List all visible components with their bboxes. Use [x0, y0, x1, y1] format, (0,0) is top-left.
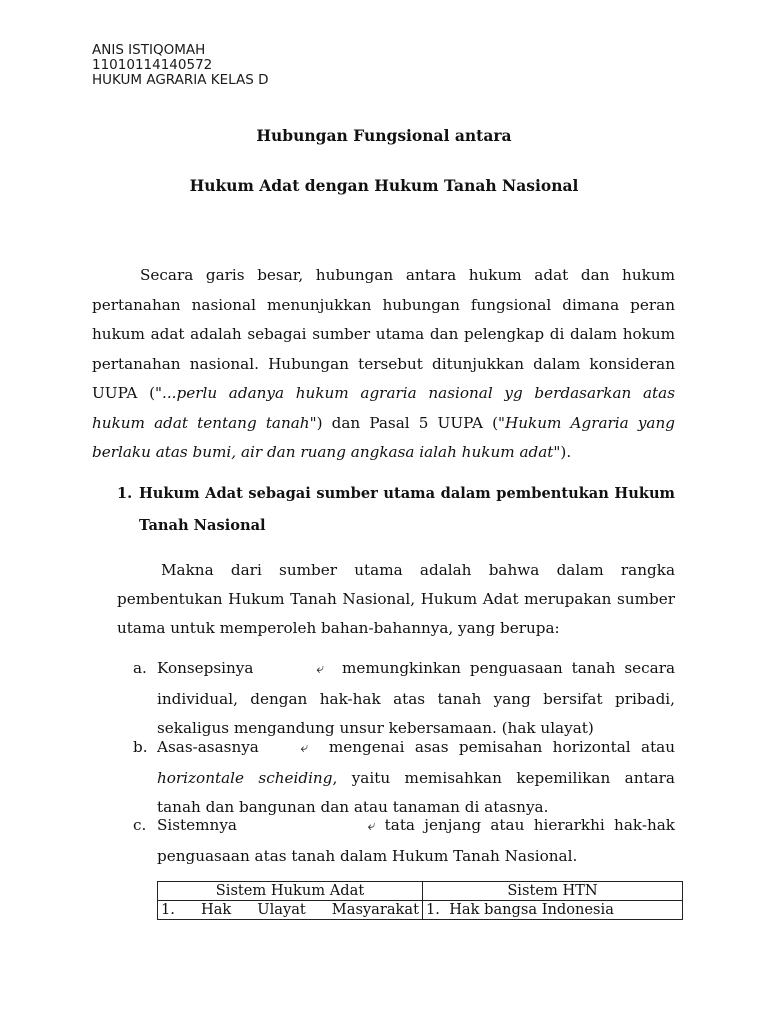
list-label: c. — [133, 816, 147, 834]
intro-text-3: ). — [560, 443, 572, 461]
table-header-cell: Sistem HTN — [423, 882, 683, 901]
document-title-line2: Hukum Adat dengan Hukum Tanah Nasional — [189, 176, 579, 195]
list-label: b. — [133, 738, 148, 756]
student-id: 11010114140572 — [92, 57, 213, 73]
section-heading-text: Hukum Adat sebagai sumber utama dalam pembentukan Hukum Tanah Nasional — [139, 485, 675, 534]
list-term: Asas-asasnya — [157, 738, 259, 756]
intro-text-1: Secara garis besar, hubungan antara hukum adat dan hukum pertanahan nasional menunjukkan hubungan fungsional dimana peran hukum adat adalah sebagai sumber utama dan pelengkap di dalam hokum pertanahan nasional. Hubungan tersebut ditunjukkan dalam konsideran UUPA ( — [92, 266, 675, 402]
table-header-row — [158, 882, 683, 901]
table-cell — [158, 901, 423, 920]
return-arrow-icon: ⤶ — [300, 740, 309, 756]
table-cell: 1. Hak bangsa Indonesia — [423, 901, 683, 920]
cell-number: 1. — [161, 901, 175, 918]
intro-text-2: ) dan Pasal 5 UUPA ( — [316, 413, 498, 432]
list-label: a. — [133, 659, 147, 677]
list-item-sistem — [133, 811, 675, 871]
list-item-asas — [133, 733, 675, 823]
list-text: tata jenjang atau hierarkhi hak-hak penguasaan atas tanah dalam Hukum Tanah Nasional. — [157, 816, 676, 865]
comparison-table — [157, 881, 683, 920]
section1-paragraph: Makna dari sumber utama adalah bahwa dalam rangka pembentukan Hukum Tanah Nasional, Hukum Adat merupakan sumber utama untuk memperoleh bahan-bahannya, yang berupa: — [117, 561, 675, 637]
intro-paragraph — [92, 261, 675, 468]
author-name: ANIS ISTIQOMAH — [92, 42, 206, 58]
list-italic-term: horizontale scheiding — [157, 768, 333, 787]
list-item-konsepsi — [133, 654, 675, 744]
list-text-b: , yaitu memisahkan kepemilikan antara tanah dan bangunan dan atau tanaman di atasnya. — [157, 768, 675, 816]
section-number: 1. — [117, 485, 133, 502]
section-heading-1 — [117, 478, 675, 541]
return-arrow-icon: ⤶ — [316, 661, 325, 677]
list-text: memungkinkan penguasaan tanah secara individual, dengan hak-hak atas tanah yang bersifat pribadi, sekaligus mengandung unsur kebersamaan. (hak ulayat) — [157, 659, 676, 737]
document-title-line1: Hubungan Fungsional antara — [256, 126, 512, 145]
cell-word: Ulayat — [257, 901, 306, 918]
table-header-cell: Sistem Hukum Adat — [158, 882, 423, 901]
list-term: Sistemnya — [157, 816, 237, 834]
list-term: Konsepsinya — [157, 659, 254, 677]
table-row — [158, 901, 683, 920]
cell-word: Hak — [200, 901, 232, 918]
cell-word: Masyarakat — [331, 901, 419, 918]
author-header — [92, 43, 268, 88]
list-text-a: mengenai asas pemisahan horizontal atau — [328, 738, 676, 756]
uupa-quote-konsideran: "...perlu adanya hukum agraria nasional yg berdasarkan atas hukum adat tentang tanah" — [92, 384, 676, 432]
return-arrow-icon: ⤶ — [367, 818, 376, 834]
course-name: HUKUM AGRARIA KELAS D — [92, 72, 269, 88]
uupa-quote-pasal5: "Hukum Agraria yang berlaku atas bumi, air dan ruang angkasa ialah hukum adat" — [92, 413, 675, 461]
